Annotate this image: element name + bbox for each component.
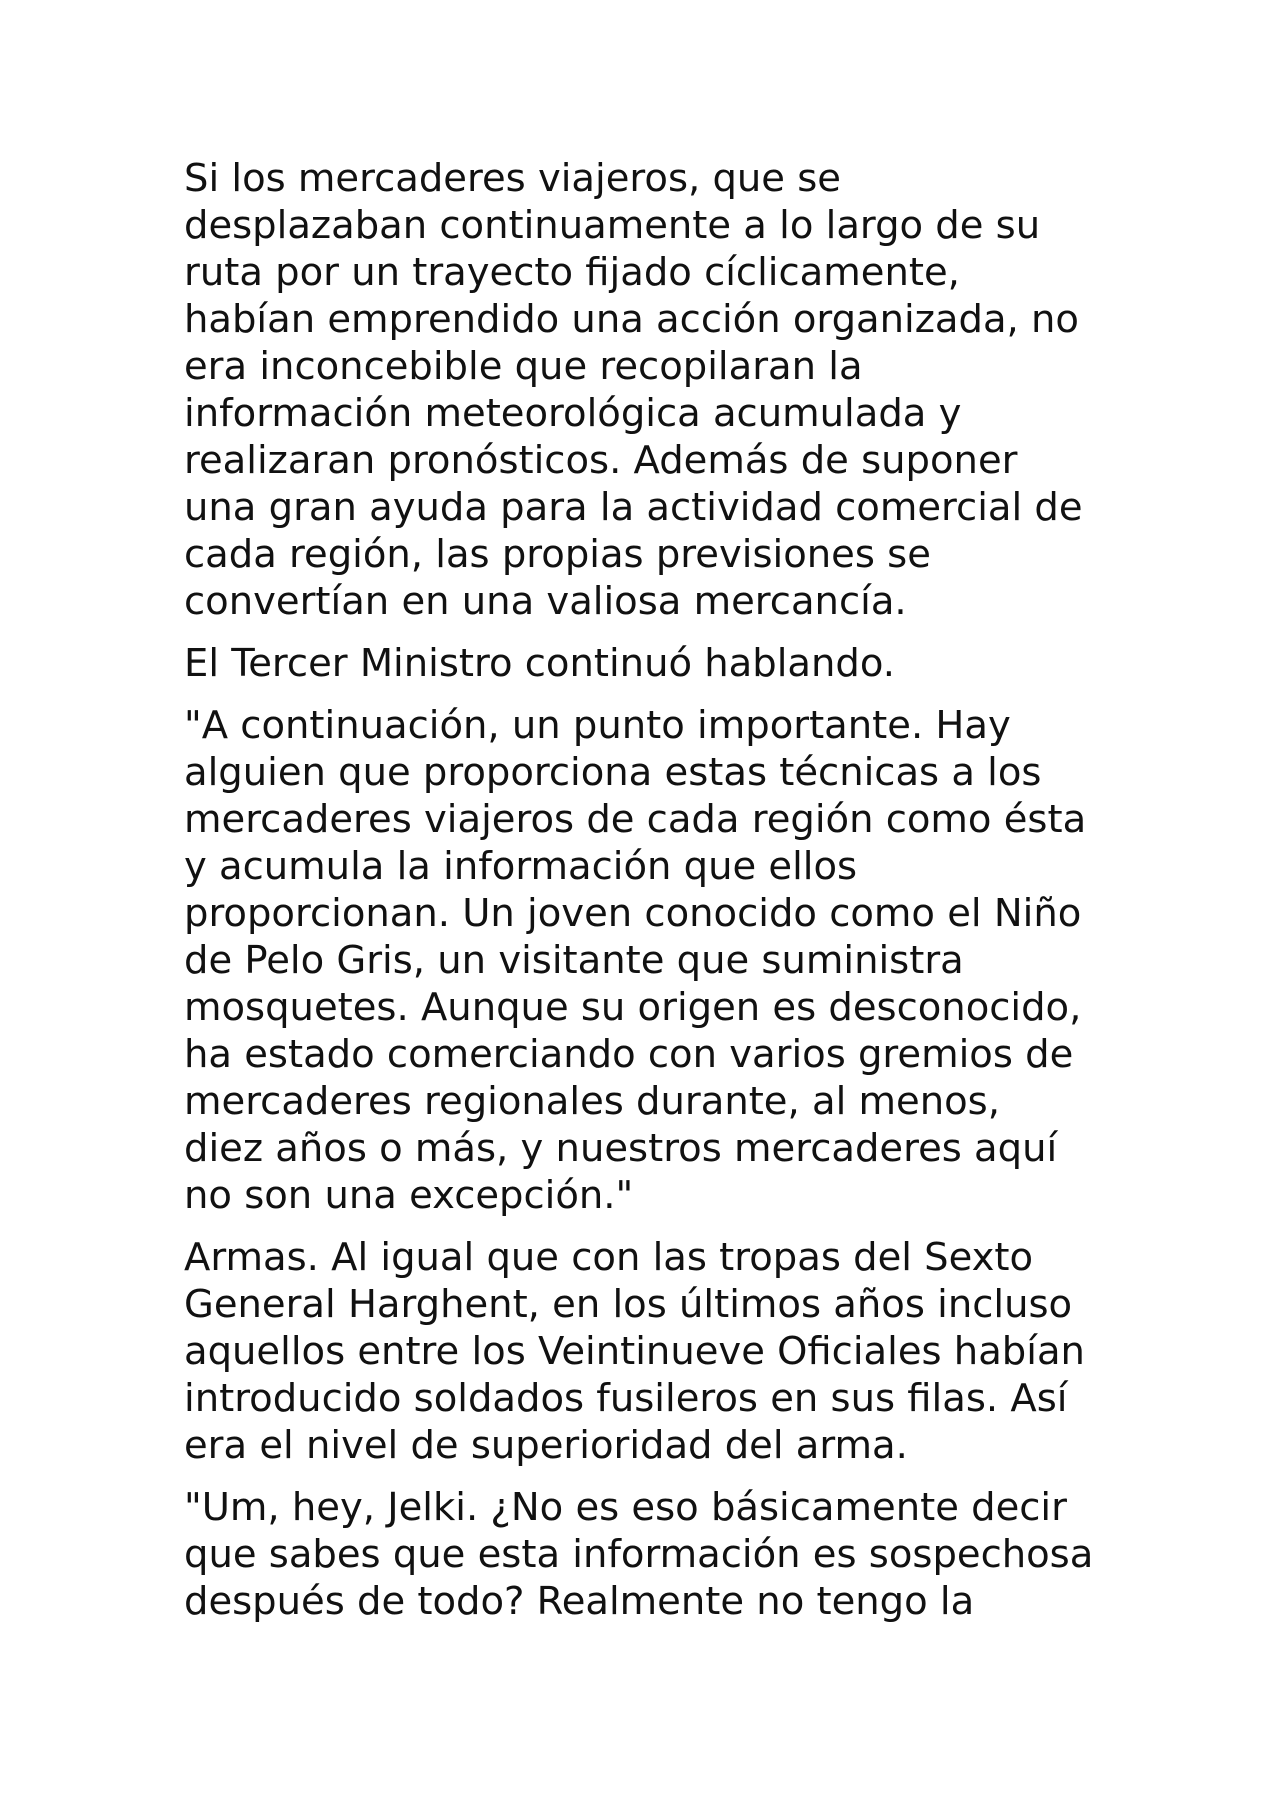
paragraph-2: El Tercer Ministro continuó hablando. <box>184 641 895 686</box>
paragraph-4: Armas. Al igual que con las tropas del Sexto General Harghent, en los últimos años incluso aquellos entre los Veintinueve Oficiales habían introducido soldados fusileros en sus filas. Así era el nivel de superioridad del arma. <box>184 1235 1085 1468</box>
paragraph-3: "A continuación, un punto importante. Hay alguien que proporciona estas técnicas a los mercaderes viajeros de cada región como ésta y acumula la información que ellos proporcionan. Un joven conocido como el Niño de Pelo Gris, un visitante que suministra mosquetes. Aunque su origen es desconocido, ha estado comerciando con varios gremios de mercaderes regionales durante, al menos, diez años o más, y nuestros mercaderes aquí no son una excepción." <box>184 703 1087 1218</box>
body-text <box>184 155 1114 1640</box>
paragraph-5: "Um, hey, Jelki. ¿No es eso básicamente decir que sabes que esta información es sospechosa después de todo? Realmente no tengo la <box>184 1485 1094 1624</box>
paragraph-1: Si los mercaderes viajeros, que se desplazaban continuamente a lo largo de su ruta por un trayecto fijado cíclicamente, habían emprendido una acción organizada, no era inconcebible que recopilaran la información meteorológica acumulada y realizaran pronósticos. Además de suponer una gran ayuda para la actividad comercial de cada región, las propias previsiones se convertían en una valiosa mercancía. <box>184 156 1083 624</box>
